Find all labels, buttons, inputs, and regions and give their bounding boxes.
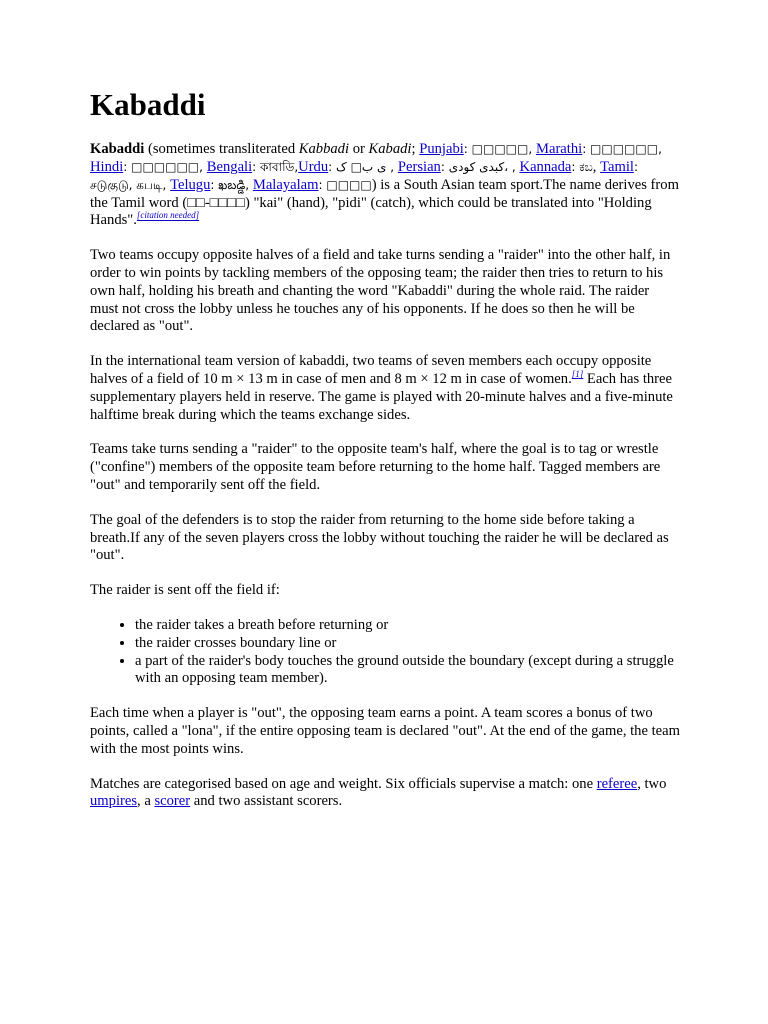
paragraph-text: Matches are categorised based on age and weight. Six officials supervise a match: one bbox=[90, 775, 597, 792]
native-telugu: : ఖబడ్డి, bbox=[210, 177, 253, 192]
link-bengali[interactable]: Bengali bbox=[206, 158, 253, 175]
reference-1 bbox=[572, 369, 584, 379]
native-kannada: : ಕಬ bbox=[571, 159, 593, 174]
link-urdu[interactable]: Urdu bbox=[298, 158, 329, 175]
native-urdu: : ی ب□ ک , bbox=[328, 159, 398, 174]
paragraph-raider: Teams take turns sending a "raider" to the opposite team's half, where the goal is to tag or wrestle ("confine") members of the opposite team before returning to the home half. Tagged members are "out" and temporarily sent off the field. bbox=[90, 441, 661, 493]
paragraph-text: In the international team version of kabaddi, two teams of seven members each occupy opposite halves of a field of 10 m × 13 m in case of men and 8 m × 12 m in case of women. bbox=[90, 353, 652, 387]
link-telugu[interactable]: Telugu bbox=[170, 176, 211, 193]
paragraph-text: , a bbox=[137, 793, 155, 810]
reference-1-link[interactable]: [1] bbox=[571, 369, 584, 380]
native-hindi: : □□□□□□, bbox=[123, 159, 207, 174]
link-kannada[interactable]: Kannada bbox=[519, 158, 572, 175]
intro-text: (sometimes transliterated bbox=[144, 141, 299, 158]
paragraph-international bbox=[90, 353, 680, 424]
sent-off-list bbox=[90, 617, 680, 688]
intro-variant-1: Kabbadi bbox=[298, 141, 350, 158]
link-umpires[interactable]: umpires bbox=[90, 793, 138, 810]
intro-term: Kabaddi bbox=[90, 141, 145, 158]
page-title: Kabaddi bbox=[90, 87, 206, 122]
link-tamil[interactable]: Tamil bbox=[600, 158, 634, 175]
intro-tail: ) is a South Asian team sport.The name derives from the Tamil word (□□-□□□□) "kai" (hand), "pidi" (catch), which could be translated into "Holding Hands". bbox=[90, 176, 679, 229]
link-punjabi[interactable]: Punjabi bbox=[419, 141, 464, 158]
link-persian[interactable]: Persian bbox=[397, 158, 441, 175]
paragraph-rules: Two teams occupy opposite halves of a field and take turns sending a "raider" into the other half, in order to win points by tackling members of the opposing team; the raider then tries to return to his own half, holding his breath and chanting the word "Kabaddi" during the whole raid. The raider must not cross the lobby unless he touches any of his opponents. If he does so then he will be declared as "out". bbox=[90, 247, 671, 335]
native-malayalam: : □□□□ bbox=[318, 177, 372, 192]
paragraph-defenders: The goal of the defenders is to stop the raider from returning to the home side before taking a breath.If any of the seven players cross the lobby without touching the raider he will be declared as "out". bbox=[90, 511, 669, 564]
paragraph-text: and two assistant scorers. bbox=[190, 793, 343, 810]
list-item: • the raider takes a breath before returning or bbox=[135, 617, 680, 635]
native-marathi: : □□□□□□, bbox=[582, 142, 662, 157]
paragraph-scoring: Each time when a player is "out", the opposing team earns a point. A team scores a bonus of two points, called a "lona", if the entire opposing team is declared "out". At the end of the game, the team with the most points wins. bbox=[90, 705, 680, 757]
link-malayalam[interactable]: Malayalam bbox=[252, 176, 319, 193]
paragraph-text: Each has three supplementary players held in reserve. The game is played with 20-minute halves and a five-minute halftime break during which the teams exchange sides. bbox=[90, 370, 673, 423]
native-bengali: : কাবাডি, bbox=[252, 159, 299, 174]
citation-needed bbox=[137, 211, 199, 221]
native-punjabi: : □□□□□, bbox=[463, 142, 536, 157]
paragraph-sent-off: The raider is sent off the field if: bbox=[90, 582, 280, 599]
paragraph-officials bbox=[90, 776, 680, 812]
intro-text: or bbox=[349, 141, 369, 158]
native-tamil: : சடுகுடு, கபடி, bbox=[90, 159, 638, 192]
intro-paragraph bbox=[90, 141, 680, 230]
link-marathi[interactable]: Marathi bbox=[535, 141, 583, 158]
article-body bbox=[90, 86, 680, 828]
list-item: • a part of the raider's body touches the ground outside the boundary (except during a struggle with an opposing team member). bbox=[135, 653, 680, 689]
link-scorer[interactable]: scorer bbox=[154, 793, 191, 810]
intro-text: ; bbox=[411, 141, 420, 158]
intro-variant-2: Kabadi bbox=[368, 141, 412, 158]
link-referee[interactable]: referee bbox=[596, 775, 638, 792]
list-item: • the raider crosses boundary line or bbox=[135, 635, 680, 653]
paragraph-text: , two bbox=[637, 775, 667, 792]
native-persian: : کبدی کودی، , bbox=[440, 159, 520, 174]
link-hindi[interactable]: Hindi bbox=[90, 158, 124, 175]
citation-needed-link[interactable]: [citation needed] bbox=[136, 210, 200, 221]
intro-text: , bbox=[592, 158, 601, 175]
